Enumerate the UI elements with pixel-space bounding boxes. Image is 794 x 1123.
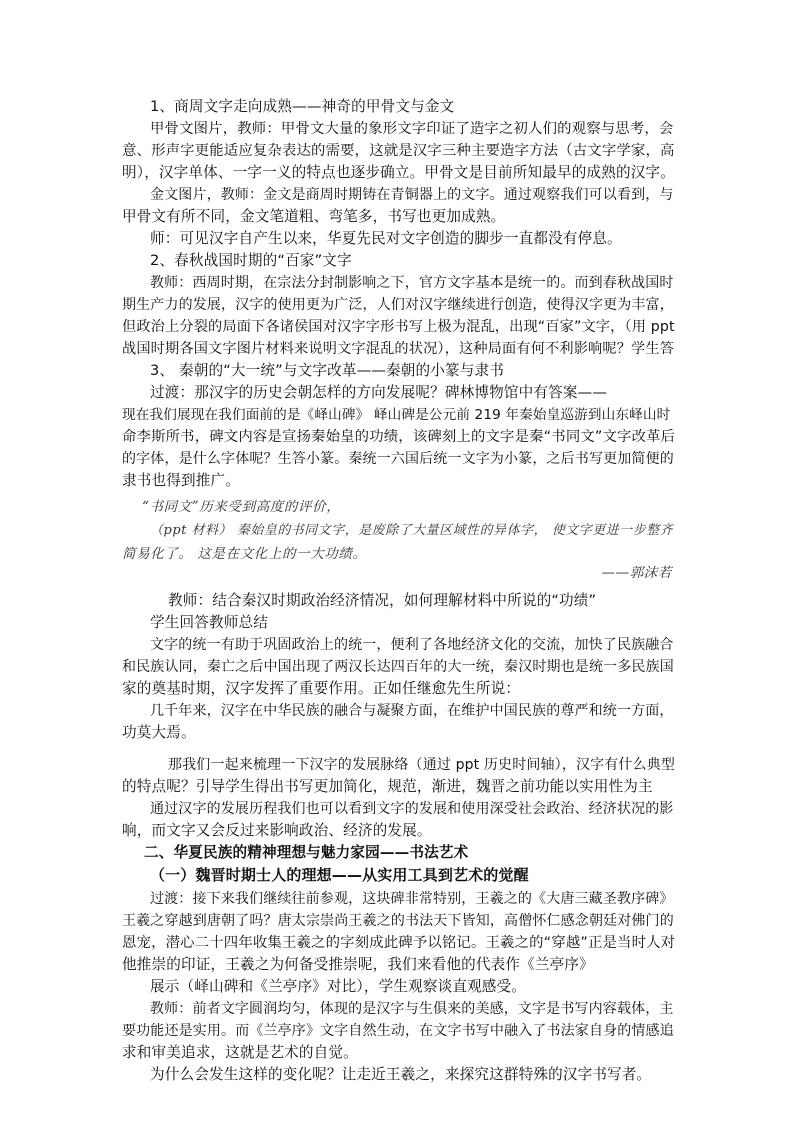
text-line: 为什么会发生这样的变化呢？让走近王羲之，来探究这群特殊的汉字书写者。 (150, 1066, 652, 1083)
quote-line: （ppt 材料） 秦始皇的书同文字，是废除了大量区域性的异体字， 使文字更进一步整齐 (150, 523, 674, 538)
text-line: 几千年来，汉字在中华民族的融合与凝聚方面，在维护中国民族的尊严和统一方面， (150, 703, 674, 719)
text-line: 战国时期各国文字图片材料来说明文字混乱的状况），这种局面有何不利影响呢？学生答 (122, 341, 675, 357)
quote-intro: “书同文”历来受到高度的评价， (142, 499, 341, 515)
text-line: 甲骨文有所不同，金文笔道粗、弯笔多，书写也更加成熟。 (122, 208, 506, 225)
text-line: 甲骨文图片，教师：甲骨文大量的象形文字印证了造字之初人们的观察与思考，会 (150, 121, 674, 137)
text-line: 恩宠，潜心二十四年收集王羲之的字刻成此碑予以铭记。王羲之的“穿越”正是当时人对 (122, 935, 676, 951)
text-line: 和民族认同，秦亡之后中国出现了两汉长达四百年的大一统，秦汉时期也是统一多民族国 (122, 659, 674, 675)
text-line: 展示（峄山碑和《兰亭序》对比），学生观察谈直观感受。 (150, 978, 527, 995)
quote-author: ——郭沫若 (601, 565, 672, 581)
text-line: 2、春秋战国时期的“百家”文字 (150, 252, 352, 269)
text-line: 通过汉字的发展历程我们也可以看到文字的发展和使用深受社会政治、经济状况的影 (150, 801, 674, 817)
text-line: 3、 秦朝的“大一统”与文字改革——秦朝的小篆与隶书 (150, 362, 505, 379)
text-line: 1、商周文字走向成熟——神奇的甲骨文与金文 (150, 98, 455, 115)
text-line: 王羲之穿越到唐朝了吗？唐太宗崇尚王羲之的书法天下皆知，高僧怀仁感念朝廷对佛门的 (122, 913, 674, 929)
text-line: 文字的统一有助于巩固政治上的统一，便利了各地经济文化的交流，加快了民族融合 (150, 637, 674, 653)
text-line: 期生产力的发展，汉字的使用更为广泛，人们对汉字继续进行创造，使得汉字更为丰富， (122, 297, 674, 313)
text-line: 教师：西周时期，在宗法分封制影响之下，官方文字基本是统一的。而到春秋战国时 (150, 275, 674, 291)
text-line: 要功能还是实用。而《兰亭序》文字自然生动，在文字书写中融入了书法家自身的情感追 (122, 1023, 674, 1039)
text-line: 响，而文字又会反过来影响政治、经济的发展。 (122, 822, 432, 839)
text-line: 现在我们展现在我们面前的是《峄山碑》 峄山碑是公元前 219 年秦始皇巡游到山东峄山时 (122, 407, 671, 423)
text-line: 明），汉字单体、一字一义的特点也逐步确立。甲骨文是目前所知最早的成熟的汉字。 (122, 164, 675, 181)
text-line: 教师：结合秦汉时期政治经济情况，如何理解材料中所说的“功绩” (168, 592, 597, 609)
text-line: 但政治上分裂的局面下各诸侯国对汉字字形书写上极为混乱，出现“百家”文字，（用 ppt (122, 319, 675, 335)
text-line: 的特点呢？引导学生得出书写更加简化，规范，渐进，魏晋之前功能以实用性为主 (122, 778, 653, 795)
text-line: 过渡：那汉字的历史会朝怎样的方向发展呢？碑林博物馆中有答案—— (150, 384, 608, 401)
section-heading: 二、华夏民族的精神理想与魅力家园——书法艺术 (144, 844, 469, 861)
text-line: 意、形声字更能适应复杂表达的需要，这就是汉字三种主要造字方法（古文字学家，高 (122, 143, 675, 159)
text-line: 家的奠基时期，汉字发挥了重要作用。正如任继愈先生所说： (122, 680, 521, 697)
quote-line: 简易化了。 这是在文化上的一大功绩。 (122, 546, 367, 562)
text-line: 那我们一起来梳理一下汉字的发展脉络（通过 ppt 历史时间轴），汉字有什么典型 (168, 757, 676, 773)
text-line: 求和审美追求，这就是艺术的自觉。 (122, 1044, 358, 1061)
text-line: 师：可见汉字自产生以来，华夏先民对文字创造的脚步一直都没有停息。 (150, 230, 622, 247)
text-line: 的字体，是什么字体呢？生答小篆。秦统一六国后统一文字为小篆，之后书写更加简便的 (122, 451, 674, 467)
text-line: 他推崇的印证，王羲之为何备受推崇呢，我们来看他的代表作《兰亭序》 (122, 956, 594, 973)
text-line: 功莫大焉。 (122, 724, 196, 741)
text-line: 命李斯所书，碑文内容是宣扬秦始皇的功绩，该碑刻上的文字是秦“书同文”文字改革后 (122, 429, 676, 445)
sub-heading: （一）魏晋时期士人的理想——从实用工具到艺术的觉醒 (150, 866, 529, 884)
text-line: 隶书也得到推广。 (122, 472, 240, 489)
text-line: 过渡：接下来我们继续往前参观，这块碑非常特别，王羲之的《大唐三藏圣教序碑》 (150, 891, 674, 907)
text-line: 金文图片，教师：金文是商周时期铸在青铜器上的文字。通过观察我们可以看到，与 (150, 187, 674, 203)
text-line: 教师：前者文字圆润均匀，体现的是汉字与生俱来的美感，文字是书写内容载体，主 (150, 1001, 674, 1017)
text-line: 学生回答教师总结 (150, 614, 268, 631)
